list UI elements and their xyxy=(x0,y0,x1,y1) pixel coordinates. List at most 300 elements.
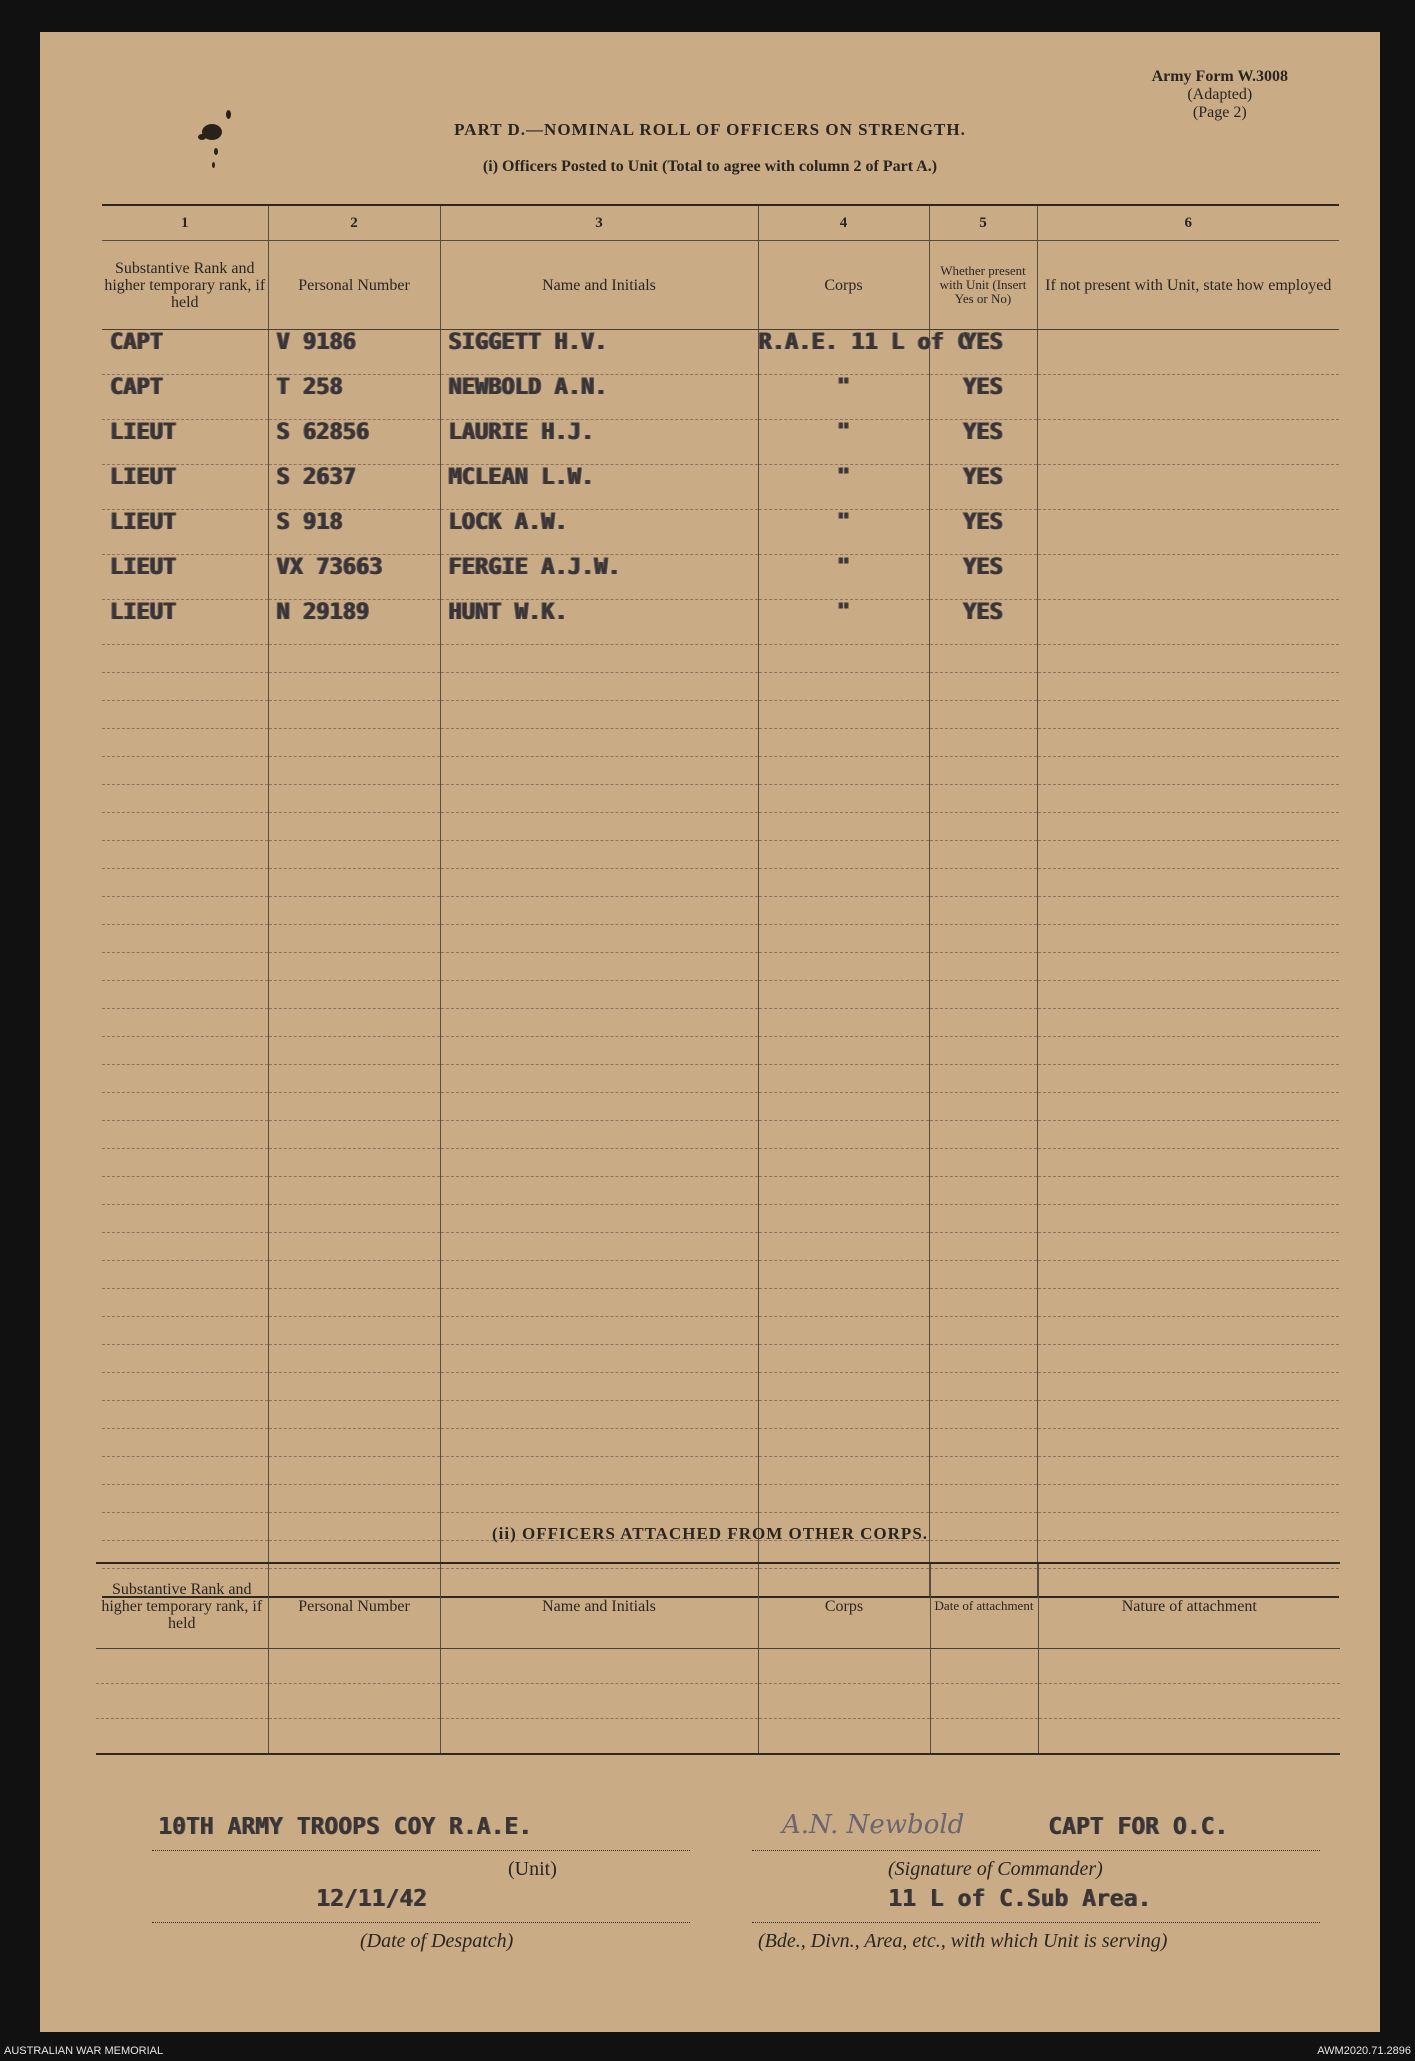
empty-cell xyxy=(758,1345,929,1373)
empty-cell xyxy=(268,1121,440,1149)
archive-credit: AUSTRALIAN WAR MEMORIAL xyxy=(4,2045,164,2057)
cell-name xyxy=(440,510,758,555)
empty-row xyxy=(102,1485,1339,1513)
empty-cell xyxy=(1037,1065,1339,1093)
cell-rank xyxy=(102,330,268,375)
empty-cell xyxy=(758,1317,929,1345)
empty-cell xyxy=(268,785,440,813)
empty-cell xyxy=(102,981,268,1009)
table-row xyxy=(102,330,1339,375)
empty-cell xyxy=(1037,1373,1339,1401)
empty-cell xyxy=(758,897,929,925)
empty-cell xyxy=(440,1457,758,1485)
empty-cell xyxy=(758,785,929,813)
cell-value: S 918 xyxy=(276,510,343,535)
cell-number xyxy=(268,375,440,420)
cell-rank xyxy=(102,420,268,465)
empty-cell xyxy=(102,757,268,785)
empty-row xyxy=(102,1177,1339,1205)
cell-name xyxy=(440,465,758,510)
empty-cell xyxy=(268,1429,440,1457)
unit-label: (Unit) xyxy=(508,1858,557,1880)
empty-row xyxy=(102,1373,1339,1401)
empty-cell xyxy=(440,1261,758,1289)
cell-value: N 29189 xyxy=(276,600,370,625)
empty-cell xyxy=(1037,785,1339,813)
empty-row xyxy=(102,869,1339,897)
empty-cell xyxy=(440,1719,758,1755)
empty-cell xyxy=(1037,1177,1339,1205)
empty-cell xyxy=(758,1065,929,1093)
empty-cell xyxy=(758,1037,929,1065)
empty-cell xyxy=(758,869,929,897)
column-number: 5 xyxy=(929,205,1037,241)
empty-cell xyxy=(758,1401,929,1429)
empty-row xyxy=(102,1429,1339,1457)
empty-cell xyxy=(268,925,440,953)
empty-cell xyxy=(440,1289,758,1317)
empty-cell xyxy=(96,1649,268,1684)
table-row xyxy=(102,375,1339,420)
area-value: 11 L of C.Sub Area. xyxy=(888,1886,1152,1912)
empty-cell xyxy=(929,673,1037,701)
unit-value: 10TH ARMY TROOPS COY R.A.E. xyxy=(158,1814,532,1840)
empty-cell xyxy=(268,673,440,701)
empty-row xyxy=(102,757,1339,785)
empty-cell xyxy=(102,1317,268,1345)
cell-value: R.A.E. 11 L of C xyxy=(758,330,971,355)
empty-cell xyxy=(102,1205,268,1233)
empty-cell xyxy=(268,1649,440,1684)
cell-name xyxy=(440,600,758,645)
officers-posted-body xyxy=(102,330,1339,1598)
empty-cell xyxy=(1037,1317,1339,1345)
empty-cell xyxy=(102,645,268,673)
empty-cell xyxy=(929,1289,1037,1317)
empty-cell xyxy=(929,1233,1037,1261)
empty-cell xyxy=(268,757,440,785)
area-label: (Bde., Divn., Area, etc., with which Unit is serving) xyxy=(758,1930,1168,1952)
empty-cell xyxy=(1037,673,1339,701)
table-row xyxy=(102,420,1339,465)
empty-cell xyxy=(102,1401,268,1429)
header-date-attachment: Date of attachment xyxy=(930,1563,1038,1649)
empty-cell xyxy=(102,1345,268,1373)
header-name: Name and Initials xyxy=(440,241,758,330)
empty-cell xyxy=(268,897,440,925)
empty-cell xyxy=(929,1429,1037,1457)
attached-header-row xyxy=(96,1563,1340,1649)
empty-cell xyxy=(929,1065,1037,1093)
empty-cell xyxy=(1037,1345,1339,1373)
column-header-row xyxy=(102,241,1339,330)
empty-cell xyxy=(440,701,758,729)
empty-cell xyxy=(440,953,758,981)
empty-cell xyxy=(1037,841,1339,869)
empty-row xyxy=(102,1317,1339,1345)
empty-cell xyxy=(930,1684,1038,1719)
empty-row xyxy=(96,1719,1340,1755)
empty-cell xyxy=(268,1093,440,1121)
date-value: 12/11/42 xyxy=(316,1886,427,1912)
cell-value: LIEUT xyxy=(110,555,177,580)
empty-cell xyxy=(1037,1009,1339,1037)
empty-cell xyxy=(102,785,268,813)
empty-row xyxy=(102,1233,1339,1261)
empty-cell xyxy=(440,1093,758,1121)
empty-cell xyxy=(1037,1233,1339,1261)
cell-employed xyxy=(1037,510,1339,555)
empty-cell xyxy=(1037,645,1339,673)
empty-cell xyxy=(1037,897,1339,925)
column-number: 4 xyxy=(758,205,929,241)
empty-cell xyxy=(96,1684,268,1719)
empty-cell xyxy=(102,1429,268,1457)
empty-cell xyxy=(440,813,758,841)
date-label: (Date of Despatch) xyxy=(360,1930,514,1952)
empty-row xyxy=(102,785,1339,813)
empty-cell xyxy=(268,813,440,841)
empty-cell xyxy=(758,841,929,869)
empty-cell xyxy=(268,1401,440,1429)
empty-row xyxy=(96,1649,1340,1684)
cell-value: " xyxy=(836,420,851,445)
header-nature-attachment: Nature of attachment xyxy=(1038,1563,1340,1649)
empty-cell xyxy=(102,813,268,841)
cell-value: YES xyxy=(963,600,1003,625)
cell-value: YES xyxy=(963,420,1003,445)
empty-cell xyxy=(758,1485,929,1513)
officers-attached-body xyxy=(96,1649,1340,1755)
empty-cell xyxy=(929,869,1037,897)
empty-cell xyxy=(440,1009,758,1037)
cell-value: " xyxy=(836,465,851,490)
empty-row xyxy=(102,645,1339,673)
empty-row xyxy=(102,1121,1339,1149)
empty-cell xyxy=(440,1149,758,1177)
empty-row xyxy=(102,981,1339,1009)
empty-cell xyxy=(440,981,758,1009)
cell-present xyxy=(929,375,1037,420)
cell-value: FERGIE A.J.W. xyxy=(448,555,621,580)
empty-cell xyxy=(102,869,268,897)
empty-cell xyxy=(1038,1649,1340,1684)
cell-value: " xyxy=(836,555,851,580)
empty-cell xyxy=(929,645,1037,673)
cell-employed xyxy=(1037,600,1339,645)
empty-cell xyxy=(1037,953,1339,981)
empty-cell xyxy=(758,1177,929,1205)
cell-number xyxy=(268,510,440,555)
empty-cell xyxy=(758,673,929,701)
empty-cell xyxy=(1037,813,1339,841)
empty-cell xyxy=(758,1261,929,1289)
cell-present xyxy=(929,510,1037,555)
empty-cell xyxy=(929,813,1037,841)
empty-cell xyxy=(1037,757,1339,785)
empty-cell xyxy=(758,953,929,981)
empty-cell xyxy=(758,1121,929,1149)
empty-cell xyxy=(1037,729,1339,757)
empty-cell xyxy=(440,1485,758,1513)
empty-cell xyxy=(1037,1289,1339,1317)
cell-value: LOCK A.W. xyxy=(448,510,568,535)
cell-value: SIGGETT H.V. xyxy=(448,330,608,355)
cell-value: VX 73663 xyxy=(276,555,383,580)
empty-cell xyxy=(440,925,758,953)
cell-employed xyxy=(1037,420,1339,465)
empty-cell xyxy=(758,1429,929,1457)
empty-cell xyxy=(929,1093,1037,1121)
empty-cell xyxy=(1037,701,1339,729)
empty-cell xyxy=(268,1065,440,1093)
cell-value: V 9186 xyxy=(276,330,356,355)
cell-value: T 258 xyxy=(276,375,343,400)
cell-employed xyxy=(1037,330,1339,375)
empty-cell xyxy=(440,1177,758,1205)
empty-row xyxy=(102,729,1339,757)
empty-cell xyxy=(440,1121,758,1149)
empty-cell xyxy=(929,1373,1037,1401)
empty-cell xyxy=(1037,1037,1339,1065)
empty-row xyxy=(102,925,1339,953)
cell-value: YES xyxy=(963,375,1003,400)
empty-cell xyxy=(440,645,758,673)
empty-cell xyxy=(929,1261,1037,1289)
empty-cell xyxy=(1037,981,1339,1009)
empty-cell xyxy=(758,1205,929,1233)
column-number: 6 xyxy=(1037,205,1339,241)
empty-cell xyxy=(440,1205,758,1233)
cell-number xyxy=(268,600,440,645)
empty-cell xyxy=(440,1373,758,1401)
column-number: 2 xyxy=(268,205,440,241)
empty-row xyxy=(102,701,1339,729)
cell-value: CAPT xyxy=(110,330,163,355)
cell-value: MCLEAN L.W. xyxy=(448,465,595,490)
empty-cell xyxy=(268,1177,440,1205)
empty-cell xyxy=(440,1233,758,1261)
empty-cell xyxy=(102,841,268,869)
empty-row xyxy=(102,1261,1339,1289)
cell-value: YES xyxy=(963,555,1003,580)
empty-cell xyxy=(268,1149,440,1177)
empty-cell xyxy=(929,1457,1037,1485)
page-title: PART D.—NOMINAL ROLL OF OFFICERS ON STRENGTH. xyxy=(454,120,966,139)
column-number-row xyxy=(102,205,1339,241)
header-rank: Substantive Rank and higher temporary rank, if held xyxy=(102,241,268,330)
empty-cell xyxy=(102,673,268,701)
empty-row xyxy=(102,1065,1339,1093)
empty-cell xyxy=(102,701,268,729)
empty-cell xyxy=(102,1457,268,1485)
empty-cell xyxy=(440,1037,758,1065)
empty-row xyxy=(102,841,1339,869)
empty-cell xyxy=(929,953,1037,981)
empty-cell xyxy=(268,1373,440,1401)
empty-row xyxy=(102,1457,1339,1485)
empty-cell xyxy=(102,1065,268,1093)
form-number: Army Form W.3008 xyxy=(1151,68,1288,85)
empty-row xyxy=(102,813,1339,841)
empty-cell xyxy=(1037,1457,1339,1485)
table-row xyxy=(102,465,1339,510)
empty-cell xyxy=(268,1345,440,1373)
empty-cell xyxy=(758,1457,929,1485)
empty-cell xyxy=(440,1317,758,1345)
cell-rank xyxy=(102,375,268,420)
empty-cell xyxy=(102,925,268,953)
empty-cell xyxy=(268,1261,440,1289)
empty-cell xyxy=(268,1205,440,1233)
empty-cell xyxy=(440,897,758,925)
empty-cell xyxy=(268,1233,440,1261)
page-subtitle: (i) Officers Posted to Unit (Total to agree with column 2 of Part A.) xyxy=(482,158,938,175)
empty-cell xyxy=(268,1719,440,1755)
empty-cell xyxy=(268,1009,440,1037)
empty-cell xyxy=(758,757,929,785)
cell-rank xyxy=(102,600,268,645)
cell-present xyxy=(929,600,1037,645)
column-number: 3 xyxy=(440,205,758,241)
empty-cell xyxy=(268,645,440,673)
empty-cell xyxy=(1037,1485,1339,1513)
empty-row xyxy=(102,1289,1339,1317)
empty-cell xyxy=(102,1485,268,1513)
cell-corps xyxy=(758,600,929,645)
empty-cell xyxy=(929,1317,1037,1345)
signature-label: (Signature of Commander) xyxy=(888,1858,1103,1880)
header-employed: If not present with Unit, state how employed xyxy=(1037,241,1339,330)
empty-cell xyxy=(758,1093,929,1121)
empty-cell xyxy=(1037,1401,1339,1429)
signature-typed: CAPT FOR O.C. xyxy=(1048,1814,1229,1840)
empty-cell xyxy=(758,1719,930,1755)
empty-cell xyxy=(1037,869,1339,897)
cell-rank xyxy=(102,510,268,555)
header-name: Name and Initials xyxy=(440,1563,758,1649)
cell-present xyxy=(929,555,1037,600)
empty-row xyxy=(102,1345,1339,1373)
empty-cell xyxy=(930,1719,1038,1755)
empty-cell xyxy=(102,897,268,925)
empty-cell xyxy=(758,1684,930,1719)
empty-cell xyxy=(102,729,268,757)
empty-cell xyxy=(96,1719,268,1755)
empty-cell xyxy=(758,1289,929,1317)
header-corps: Corps xyxy=(758,241,929,330)
empty-cell xyxy=(1037,925,1339,953)
form-page: (Page 2) xyxy=(1192,104,1247,121)
empty-cell xyxy=(1038,1684,1340,1719)
empty-cell xyxy=(758,981,929,1009)
empty-cell xyxy=(440,729,758,757)
empty-cell xyxy=(930,1649,1038,1684)
empty-cell xyxy=(440,1684,758,1719)
column-number: 1 xyxy=(102,205,268,241)
empty-cell xyxy=(102,1037,268,1065)
cell-value: LIEUT xyxy=(110,465,177,490)
empty-cell xyxy=(929,757,1037,785)
cell-corps xyxy=(758,375,929,420)
cell-value: CAPT xyxy=(110,375,163,400)
archive-reference: AWM2020.71.2896 xyxy=(1317,2045,1411,2057)
cell-corps xyxy=(758,510,929,555)
cell-present xyxy=(929,420,1037,465)
empty-cell xyxy=(268,841,440,869)
empty-cell xyxy=(102,1261,268,1289)
header-present: Whether present with Unit (Insert Yes or No) xyxy=(929,241,1037,330)
empty-row xyxy=(102,1205,1339,1233)
cell-value: YES xyxy=(963,330,1003,355)
section-title-attached: (ii) OFFICERS ATTACHED FROM OTHER CORPS. xyxy=(491,1524,929,1543)
form-identifier xyxy=(1152,68,1288,122)
empty-row xyxy=(96,1684,1340,1719)
empty-row xyxy=(102,1093,1339,1121)
empty-cell xyxy=(929,981,1037,1009)
empty-cell xyxy=(440,1401,758,1429)
cell-number xyxy=(268,555,440,600)
empty-row xyxy=(102,953,1339,981)
empty-cell xyxy=(268,953,440,981)
empty-cell xyxy=(102,1093,268,1121)
empty-cell xyxy=(440,841,758,869)
cell-corps xyxy=(758,555,929,600)
empty-cell xyxy=(929,785,1037,813)
empty-cell xyxy=(929,1121,1037,1149)
empty-row xyxy=(102,1009,1339,1037)
empty-cell xyxy=(929,1009,1037,1037)
empty-cell xyxy=(758,1649,930,1684)
cell-value: LIEUT xyxy=(110,420,177,445)
empty-cell xyxy=(758,1009,929,1037)
header-personal-number: Personal Number xyxy=(268,1563,440,1649)
empty-cell xyxy=(929,1205,1037,1233)
empty-cell xyxy=(929,1177,1037,1205)
cell-rank xyxy=(102,465,268,510)
empty-cell xyxy=(440,1649,758,1684)
empty-cell xyxy=(440,1345,758,1373)
cell-value: LAURIE H.J. xyxy=(448,420,595,445)
cell-employed xyxy=(1037,375,1339,420)
empty-cell xyxy=(1037,1093,1339,1121)
cell-number xyxy=(268,420,440,465)
cell-employed xyxy=(1037,555,1339,600)
unit-underline xyxy=(152,1850,690,1851)
empty-cell xyxy=(268,1317,440,1345)
empty-cell xyxy=(929,1485,1037,1513)
cell-value: S 2637 xyxy=(276,465,356,490)
header-personal-number: Personal Number xyxy=(268,241,440,330)
empty-cell xyxy=(440,757,758,785)
officers-posted-table xyxy=(102,204,1339,1598)
empty-cell xyxy=(102,1373,268,1401)
empty-cell xyxy=(440,869,758,897)
empty-cell xyxy=(102,1233,268,1261)
empty-cell xyxy=(758,1373,929,1401)
empty-cell xyxy=(929,1401,1037,1429)
cell-value: LIEUT xyxy=(110,510,177,535)
empty-cell xyxy=(1037,1261,1339,1289)
cell-corps xyxy=(758,330,971,375)
empty-cell xyxy=(102,1149,268,1177)
cell-value: " xyxy=(836,375,851,400)
table-row xyxy=(102,600,1339,645)
empty-cell xyxy=(268,869,440,897)
empty-cell xyxy=(758,701,929,729)
cell-value: YES xyxy=(963,510,1003,535)
empty-cell xyxy=(268,1289,440,1317)
